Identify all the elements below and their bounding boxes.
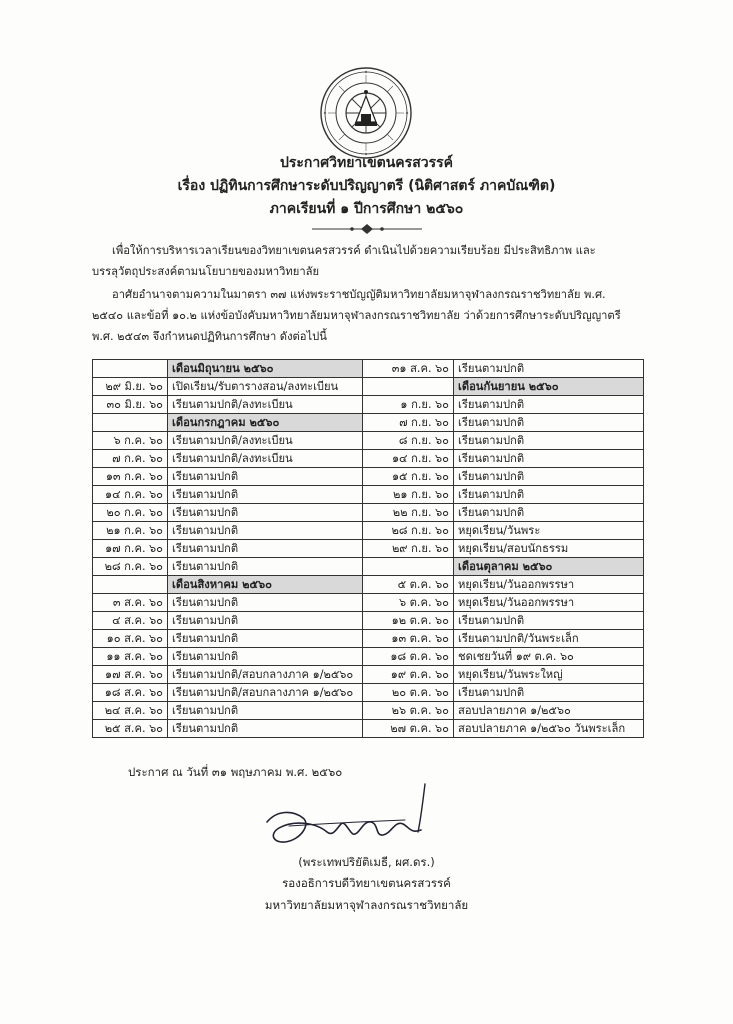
table-row	[93, 360, 644, 378]
left-activity-cell: เรียนตามปกติ	[168, 468, 363, 486]
table-row	[93, 486, 644, 504]
right-date-cell: ๑ ก.ย. ๖๐	[363, 396, 454, 414]
right-date-cell: ๒๑ ก.ย. ๖๐	[363, 486, 454, 504]
academic-calendar-table	[92, 359, 644, 738]
left-date-cell	[93, 576, 168, 594]
left-date-cell: ๒๙ มิ.ย. ๖๐	[93, 378, 168, 396]
right-date-cell: ๑๔ ก.ย. ๖๐	[363, 450, 454, 468]
right-activity-cell: เรียนตามปกติ	[454, 414, 644, 432]
left-activity-cell: เรียนตามปกติ	[168, 630, 363, 648]
table-row	[93, 504, 644, 522]
table-row	[93, 378, 644, 396]
left-date-cell: ๑๗ ก.ค. ๖๐	[93, 540, 168, 558]
table-row	[93, 468, 644, 486]
left-date-cell: ๑๑ ส.ค. ๖๐	[93, 648, 168, 666]
table-row	[93, 612, 644, 630]
left-activity-cell: เรียนตามปกติ	[168, 540, 363, 558]
right-date-cell: ๒๐ ต.ค. ๖๐	[363, 684, 454, 702]
right-activity-cell: เรียนตามปกติ	[454, 396, 644, 414]
right-activity-cell: เรียนตามปกติ	[454, 504, 644, 522]
right-activity-cell: เรียนตามปกติ	[454, 486, 644, 504]
intro-paragraph-2-line-3: พ.ศ. ๒๕๔๓ จึงกำหนดปฏิทินการศึกษา ดังต่อไปนี้	[92, 330, 327, 343]
right-date-cell: ๗ ก.ย. ๖๐	[363, 414, 454, 432]
table-row	[93, 666, 644, 684]
right-activity-cell: เรียนตามปกติ	[454, 612, 644, 630]
announcement-date: ประกาศ ณ วันที่ ๓๑ พฤษภาคม พ.ศ. ๒๕๖๐	[128, 765, 343, 779]
right-date-cell: ๒๙ ก.ย. ๖๐	[363, 540, 454, 558]
right-date-cell: ๓๑ ส.ค. ๖๐	[363, 360, 454, 378]
left-activity-cell: เรียนตามปกติ	[168, 648, 363, 666]
table-row	[93, 630, 644, 648]
left-date-cell: ๔ ส.ค. ๖๐	[93, 612, 168, 630]
left-activity-cell: เรียนตามปกติ	[168, 504, 363, 522]
left-date-cell: ๑๐ ส.ค. ๖๐	[93, 630, 168, 648]
right-activity-cell: สอบปลายภาค ๑/๒๕๖๐	[454, 702, 644, 720]
signature	[255, 780, 440, 855]
right-activity-cell: เรียนตามปกติ	[454, 684, 644, 702]
university-seal-logo	[319, 66, 413, 160]
table-row	[93, 450, 644, 468]
left-date-cell: ๒๐ ก.ค. ๖๐	[93, 504, 168, 522]
intro-paragraph-2-line-1: อาศัยอำนาจตามความในมาตรา ๓๗ แห่งพระราชบัญญัติมหาวิทยาลัยมหาจุฬาลงกรณราชวิทยาลัย พ.ศ.	[112, 288, 606, 301]
right-activity-cell: ชดเชยวันที่ ๑๙ ต.ค. ๖๐	[454, 648, 644, 666]
left-date-cell: ๑๔ ก.ค. ๖๐	[93, 486, 168, 504]
table-row	[93, 594, 644, 612]
right-date-cell: ๑๕ ก.ย. ๖๐	[363, 468, 454, 486]
right-activity-cell: เรียนตามปกติ/วันพระเล็ก	[454, 630, 644, 648]
month-header-cell: เดือนตุลาคม ๒๕๖๐	[454, 558, 644, 576]
right-date-cell: ๑๓ ต.ค. ๖๐	[363, 630, 454, 648]
left-date-cell: ๓ ส.ค. ๖๐	[93, 594, 168, 612]
left-date-cell: ๗ ก.ค. ๖๐	[93, 450, 168, 468]
right-date-cell	[363, 378, 454, 396]
left-date-cell: ๑๘ ส.ค. ๖๐	[93, 684, 168, 702]
right-activity-cell: สอบปลายภาค ๑/๒๕๖๐ วันพระเล็ก	[454, 720, 644, 738]
right-activity-cell: เรียนตามปกติ	[454, 468, 644, 486]
right-activity-cell: เรียนตามปกติ	[454, 432, 644, 450]
left-date-cell: ๒๔ ส.ค. ๖๐	[93, 702, 168, 720]
right-activity-cell: หยุดเรียน/วันออกพรรษา	[454, 594, 644, 612]
month-header-cell: เดือนกรกฎาคม ๒๕๖๐	[168, 414, 363, 432]
left-activity-cell: เรียนตามปกติ	[168, 558, 363, 576]
right-date-cell: ๑๒ ต.ค. ๖๐	[363, 612, 454, 630]
table-row	[93, 648, 644, 666]
right-date-cell: ๖ ต.ค. ๖๐	[363, 594, 454, 612]
announcement-title: ประกาศวิทยาเขตนครสวรรค์	[279, 155, 454, 171]
table-row	[93, 522, 644, 540]
left-activity-cell: เรียนตามปกติ	[168, 486, 363, 504]
month-header-cell: เดือนสิงหาคม ๒๕๖๐	[168, 576, 363, 594]
right-activity-cell: หยุดเรียน/วันพระ	[454, 522, 644, 540]
right-activity-cell: หยุดเรียน/วันออกพรรษา	[454, 576, 644, 594]
table-row	[93, 414, 644, 432]
left-date-cell: ๓๐ มิ.ย. ๖๐	[93, 396, 168, 414]
announcement-term: ภาคเรียนที่ ๑ ปีการศึกษา ๒๕๖๐	[269, 201, 464, 217]
left-activity-cell: เรียนตามปกติ/สอบกลางภาค ๑/๒๕๖๐	[168, 666, 363, 684]
table-row	[93, 396, 644, 414]
left-date-cell	[93, 414, 168, 432]
month-header-cell: เดือนกันยายน ๒๕๖๐	[454, 378, 644, 396]
left-date-cell: ๒๑ ก.ค. ๖๐	[93, 522, 168, 540]
left-activity-cell: เปิดเรียน/รับตารางสอน/ลงทะเบียน	[168, 378, 363, 396]
signatory-name: (พระเทพปริยัติเมธี, ผศ.ดร.)	[298, 855, 435, 869]
intro-paragraph-1-line-1: เพื่อให้การบริหารเวลาเรียนของวิทยาเขตนครสวรรค์ ดำเนินไปด้วยความเรียบร้อย มีประสิทธิภาพ และ	[112, 244, 596, 257]
left-activity-cell: เรียนตามปกติ	[168, 720, 363, 738]
right-date-cell: ๘ ก.ย. ๖๐	[363, 432, 454, 450]
right-activity-cell: เรียนตามปกติ	[454, 360, 644, 378]
left-date-cell: ๒๕ ส.ค. ๖๐	[93, 720, 168, 738]
table-row	[93, 702, 644, 720]
left-activity-cell: เรียนตามปกติ/สอบกลางภาค ๑/๒๕๖๐	[168, 684, 363, 702]
month-header-cell: เดือนมิถุนายน ๒๕๖๐	[168, 360, 363, 378]
ornamental-divider	[312, 224, 422, 234]
right-date-cell: ๑๙ ต.ค. ๖๐	[363, 666, 454, 684]
left-activity-cell: เรียนตามปกติ	[168, 612, 363, 630]
left-activity-cell: เรียนตามปกติ	[168, 522, 363, 540]
right-date-cell: ๑๘ ต.ค. ๖๐	[363, 648, 454, 666]
right-activity-cell: หยุดเรียน/สอบนักธรรม	[454, 540, 644, 558]
table-row	[93, 576, 644, 594]
left-date-cell: ๑๓ ก.ค. ๖๐	[93, 468, 168, 486]
table-row	[93, 720, 644, 738]
left-activity-cell: เรียนตามปกติ/ลงทะเบียน	[168, 450, 363, 468]
intro-paragraph-1-line-2: บรรลุวัตถุประสงค์ตามนโยบายของมหาวิทยาลัย	[92, 265, 320, 278]
left-activity-cell: เรียนตามปกติ	[168, 702, 363, 720]
table-row	[93, 684, 644, 702]
signatory-organization: มหาวิทยาลัยมหาจุฬาลงกรณราชวิทยาลัย	[264, 898, 469, 912]
right-date-cell: ๒๗ ต.ค. ๖๐	[363, 720, 454, 738]
left-activity-cell: เรียนตามปกติ/ลงทะเบียน	[168, 396, 363, 414]
announcement-subject: เรื่อง ปฏิทินการศึกษาระดับปริญญาตรี (นิติศาสตร์ ภาคบัณฑิต)	[177, 178, 556, 194]
right-activity-cell: เรียนตามปกติ	[454, 450, 644, 468]
right-activity-cell: หยุดเรียน/วันพระใหญ่	[454, 666, 644, 684]
left-date-cell: ๖ ก.ค. ๖๐	[93, 432, 168, 450]
left-date-cell: ๑๗ ส.ค. ๖๐	[93, 666, 168, 684]
intro-paragraph-2-line-2: ๒๕๔๐ และข้อที่ ๑๐.๒ แห่งข้อบังคับมหาวิทยาลัยมหาจุฬาลงกรณราชวิทยาลัย ว่าด้วยการศึกษาระดับปริญญาตรี	[92, 309, 621, 322]
signatory-position: รองอธิการบดีวิทยาเขตนครสวรรค์	[282, 876, 451, 890]
table-row	[93, 540, 644, 558]
right-date-cell: ๒๖ ต.ค. ๖๐	[363, 702, 454, 720]
right-date-cell: ๕ ต.ค. ๖๐	[363, 576, 454, 594]
right-date-cell: ๒๘ ก.ย. ๖๐	[363, 522, 454, 540]
left-date-cell	[93, 360, 168, 378]
left-date-cell: ๒๘ ก.ค. ๖๐	[93, 558, 168, 576]
table-row	[93, 558, 644, 576]
left-activity-cell: เรียนตามปกติ/ลงทะเบียน	[168, 432, 363, 450]
right-date-cell: ๒๒ ก.ย. ๖๐	[363, 504, 454, 522]
table-row	[93, 432, 644, 450]
right-date-cell	[363, 558, 454, 576]
left-activity-cell: เรียนตามปกติ	[168, 594, 363, 612]
